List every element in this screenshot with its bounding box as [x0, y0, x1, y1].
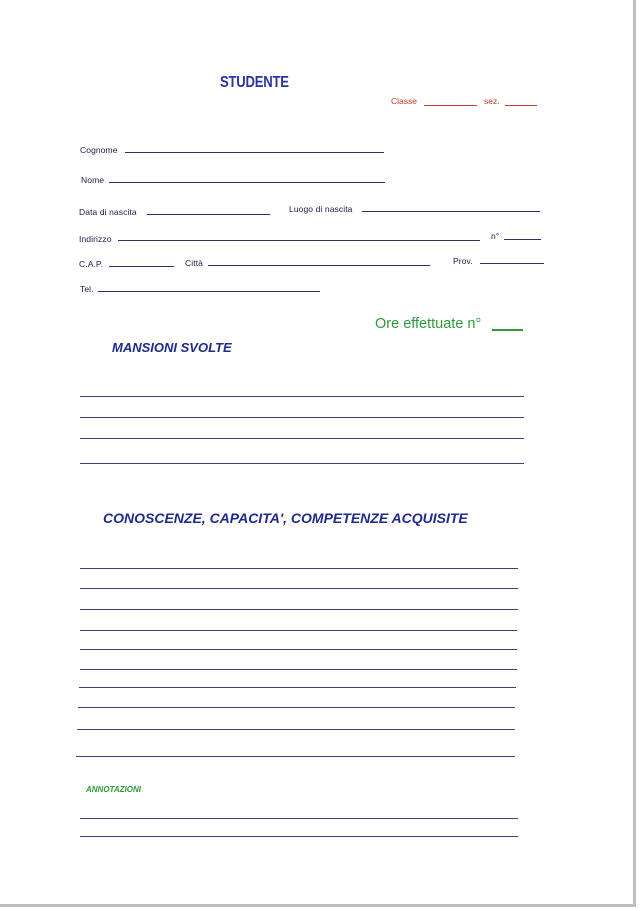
luogo-nascita-label: Luogo di nascita [289, 204, 353, 214]
conoscenze-line[interactable] [77, 729, 515, 730]
numero-field[interactable] [504, 239, 541, 240]
mansioni-line[interactable] [80, 463, 524, 464]
cap-field[interactable] [109, 266, 174, 267]
conoscenze-line[interactable] [80, 588, 518, 589]
nome-label: Nome [81, 175, 105, 185]
luogo-nascita-field[interactable] [362, 211, 540, 212]
indirizzo-label: Indirizzo [79, 234, 112, 244]
conoscenze-line[interactable] [78, 707, 515, 708]
classe-label: Classe [391, 96, 417, 106]
conoscenze-line[interactable] [76, 756, 515, 757]
annotazioni-line[interactable] [80, 836, 518, 837]
sez-label: sez. [484, 96, 500, 106]
annotazioni-line[interactable] [80, 818, 518, 819]
mansioni-heading: MANSIONI SVOLTE [112, 340, 232, 355]
annotazioni-heading: ANNOTAZIONI [86, 785, 141, 794]
classe-field[interactable] [424, 105, 477, 106]
page-title: STUDENTE [220, 74, 289, 91]
citta-field[interactable] [208, 265, 430, 266]
ore-field[interactable] [492, 329, 523, 331]
mansioni-line[interactable] [80, 417, 524, 418]
conoscenze-heading: CONOSCENZE, CAPACITA', COMPETENZE ACQUISITE [103, 510, 468, 526]
prov-label: Prov. [453, 256, 473, 266]
tel-field[interactable] [98, 291, 320, 292]
conoscenze-line[interactable] [80, 669, 517, 670]
data-nascita-label: Data di nascita [79, 207, 137, 217]
indirizzo-field[interactable] [118, 240, 480, 241]
conoscenze-line[interactable] [80, 568, 518, 569]
nome-field[interactable] [109, 182, 385, 183]
sez-field[interactable] [505, 105, 537, 106]
numero-label: n° [491, 231, 500, 241]
tel-label: Tel. [80, 284, 94, 294]
citta-label: Città [185, 258, 203, 268]
mansioni-line[interactable] [80, 438, 524, 439]
conoscenze-line[interactable] [79, 687, 516, 688]
data-nascita-field[interactable] [147, 214, 270, 215]
conoscenze-line[interactable] [80, 630, 517, 631]
cognome-label: Cognome [80, 145, 118, 155]
prov-field[interactable] [480, 263, 544, 264]
cognome-field[interactable] [125, 152, 384, 153]
cap-label: C.A.P. [79, 259, 104, 269]
ore-label: Ore effettuate n° [375, 316, 482, 332]
mansioni-line[interactable] [80, 396, 524, 397]
conoscenze-line[interactable] [80, 649, 517, 650]
conoscenze-line[interactable] [80, 609, 518, 610]
